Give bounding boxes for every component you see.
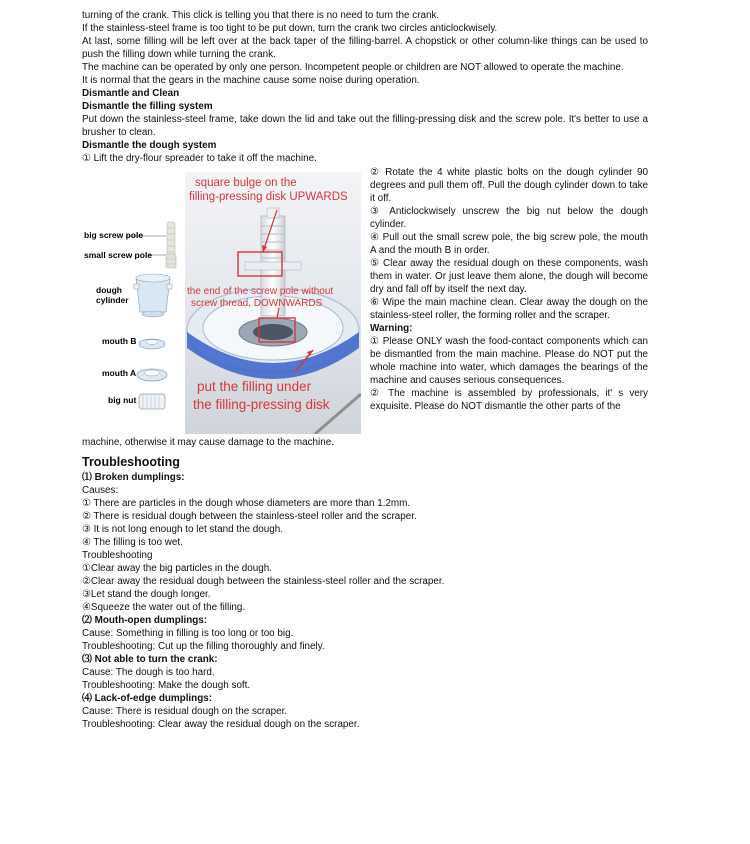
edge-fix: Troubleshooting: Clear away the residual dough on the scraper.: [82, 719, 360, 730]
label-mouth-a: mouth A: [102, 368, 137, 378]
crank-heading: ⑶ Not able to turn the crank:: [82, 654, 218, 665]
warning-heading: Warning:: [370, 323, 413, 334]
mouth-open-cause: Cause: Something in filling is too long or too big.: [82, 628, 294, 639]
edge-cause: Cause: There is residual dough on the scraper.: [82, 706, 288, 717]
label-cylinder: cylinder: [96, 295, 129, 305]
label-dough: dough: [96, 285, 122, 295]
warning-continuation: machine, otherwise it may cause damage to the machine.: [82, 437, 334, 448]
fix-item: ④Squeeze the water out of the filling.: [82, 602, 246, 613]
broken-heading: ⑴ Broken dumplings:: [82, 472, 185, 483]
step-4: ④ Pull out the small screw pole, the big screw pole, the mouth A and the mouth B in order.: [370, 232, 648, 256]
mouth-b-icon: [139, 339, 165, 349]
label-big-screw-pole: big screw pole: [84, 230, 144, 240]
cause-item: ④ The filling is too wet.: [82, 537, 183, 548]
small-screw-pole-icon: [166, 254, 176, 268]
label-small-screw-pole: small screw pole: [84, 250, 153, 260]
mouth-open-fix: Troubleshooting: Cut up the filling thoroughly and finely.: [82, 641, 325, 652]
crank-cause: Cause: The dough is too hard.: [82, 667, 215, 678]
mouth-a-icon: [137, 369, 167, 381]
step-1: ① Lift the dry-flour spreader to take it off the machine.: [82, 153, 317, 164]
dough-cylinder-icon: [134, 274, 172, 317]
fix-item: ②Clear away the residual dough between the stainless-steel roller and the scraper.: [82, 576, 445, 587]
dismantle-steps-column: [370, 166, 648, 413]
label-mouth-b: mouth B: [102, 336, 137, 346]
step-6: ⑥ Wipe the main machine clean. Clear away the dough on the stainless-steel roller, the forming roller and the scraper.: [370, 297, 648, 321]
fix-item: ③Let stand the dough longer.: [82, 589, 211, 600]
paragraph: If the stainless-steel frame is too tight to be put down, turn the crank two circles anticlockwisely.: [82, 23, 498, 34]
figure-row: [82, 166, 648, 436]
fix-label: Troubleshooting: [82, 550, 153, 561]
paragraph: turning of the crank. This click is telling you that there is no need to turn the crank.: [82, 10, 440, 21]
paragraph: At last, some filling will be left over at the back taper of the filling-barrel. A chopstick or other column-like things can be used to push the filling down while turning the crank.: [82, 36, 648, 60]
step-2: ② Rotate the 4 white plastic bolts on the dough cylinder 90 degrees and pull them off. Pull the dough cylinder down to take it off.: [370, 167, 648, 204]
cause-item: ① There are particles in the dough whose diameters are more than 1.2mm.: [82, 498, 411, 509]
cause-item: ② There is residual dough between the stainless-steel roller and the scraper.: [82, 511, 417, 522]
annotation-square-bulge-1: square bulge on the: [195, 177, 297, 189]
label-big-nut: big nut: [108, 395, 137, 405]
section-heading: Dismantle and Clean: [82, 88, 180, 99]
annotation-put-filling-1: put the filling under: [197, 379, 312, 394]
paragraph: The machine can be operated by only one person. Incompetent people or children are NOT allowed to operate the machine.: [82, 62, 624, 73]
warning-item-2: ② The machine is assembled by professionals, it' s very exquisite. Please do NOT dismantle the other parts of the: [370, 388, 648, 412]
step-3: ③ Anticlockwisely unscrew the big nut below the dough cylinder.: [370, 206, 648, 230]
subsection-heading: Dismantle the filling system: [82, 101, 213, 112]
step-5: ⑤ Clear away the residual dough on these components, wash them in water. Or just leave them alone, the dough will become dry and fall off by itself the next day.: [370, 258, 648, 295]
causes-label: Causes:: [82, 485, 119, 496]
fix-item: ①Clear away the big particles in the dough.: [82, 563, 273, 574]
parts-diagram: [82, 172, 182, 434]
annotation-put-filling-2: the filling-pressing disk: [193, 397, 330, 412]
cause-item: ③ It is not long enough to let stand the dough.: [82, 524, 284, 535]
mouth-open-heading: ⑵ Mouth-open dumplings:: [82, 615, 208, 626]
document-page: [82, 9, 648, 731]
edge-heading: ⑷ Lack-of-edge dumplings:: [82, 693, 213, 704]
big-screw-pole-icon: [167, 222, 175, 256]
warning-item-1: ① Please ONLY wash the food-contact components which can be dismantled from the main machine. Please do NOT put the whole machine into water, which damages the bearings of the machine and causes serious consequences.: [370, 336, 648, 386]
annotation-square-bulge-2: filling-pressing disk UPWARDS: [189, 191, 348, 203]
annotation-screw-end-1: the end of the screw pole without: [187, 286, 334, 297]
subsection-heading: Dismantle the dough system: [82, 140, 217, 151]
crank-fix: Troubleshooting: Make the dough soft.: [82, 680, 251, 691]
filling-barrel-photo: [185, 172, 361, 434]
paragraph: It is normal that the gears in the machine cause some noise during operation.: [82, 75, 420, 86]
big-nut-icon: [139, 394, 165, 409]
paragraph: Put down the stainless-steel frame, take down the lid and take out the filling-pressing disk and the screw pole. It's better to use a brusher to clean.: [82, 114, 648, 138]
annotation-screw-end-2: screw thread, DOWNWARDS: [191, 298, 323, 309]
troubleshooting-title: Troubleshooting: [82, 455, 180, 469]
